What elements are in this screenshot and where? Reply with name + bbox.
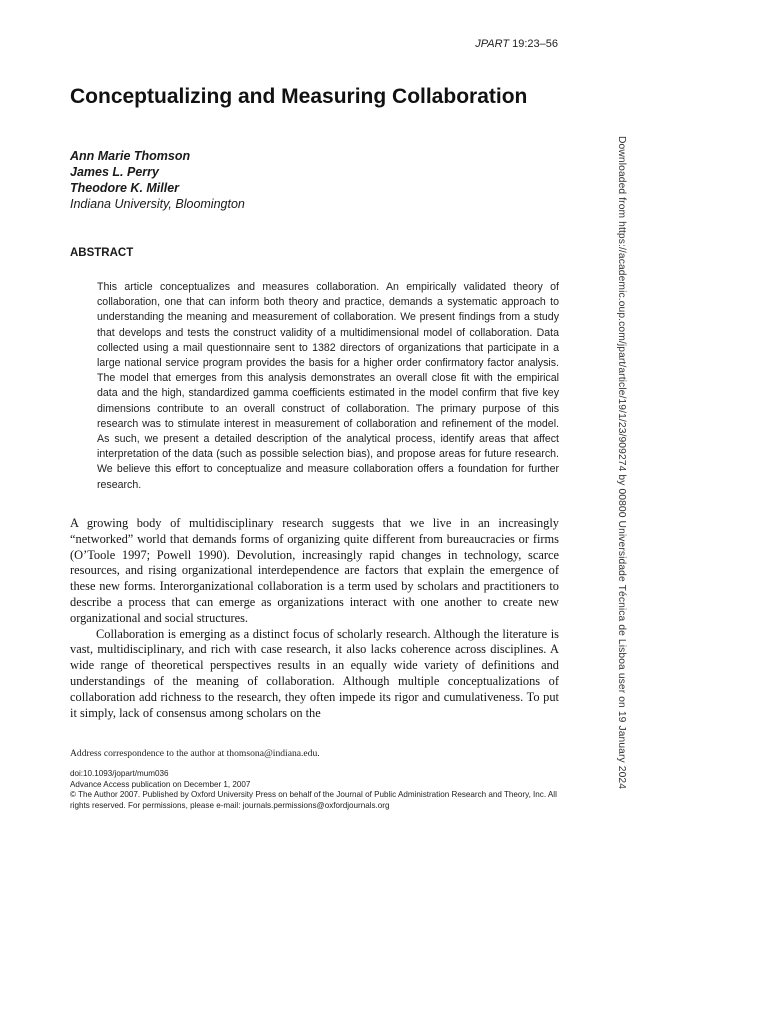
journal-name: JPART — [475, 38, 510, 50]
running-head — [475, 38, 558, 50]
doi: doi:10.1093/jopart/mum036 — [70, 769, 169, 778]
body-paragraph: A growing body of multidisciplinary research suggests that we live in an increasingly “networked” world that demands forms of organizing quite different from bureaucracies or firms (O’Toole 1997; Powell 1990). Devolution, increasingly rapid changes in technology, scarce resources, and rising organizational interdependence are factors that explain the emergence of these new forms. Interorganizational collaboration is a term used by scholars and practitioners to describe a process that can emerge as organizations interact with one another to create new organizational and social structures. — [70, 516, 559, 625]
body-paragraph: Collaboration is emerging as a distinct focus of scholarly research. Although the literature is vast, multidisciplinary, and rich with case research, it also lacks coherence across disciplines. A wide range of theoretical perspectives results in an equally wide variety of definitions and understandings of the meaning of collaboration. Although multiple conceptualizations of collaboration add richness to the research, they often impede its rigor and cumulativeness. To put it simply, lack of consensus among scholars on the — [70, 626, 559, 720]
author-block — [70, 148, 245, 212]
publication-info — [70, 769, 560, 811]
correspondence-note: Address correspondence to the author at thomsona@indiana.edu. — [70, 748, 320, 759]
author-name: Theodore K. Miller — [70, 181, 180, 195]
article-body — [70, 516, 559, 721]
journal-pages: 19:23–56 — [509, 38, 558, 50]
advance-access-note: Advance Access publication on December 1, 2007 — [70, 779, 251, 789]
article-title: Conceptualizing and Measuring Collaboration — [70, 85, 528, 108]
author-name: James L. Perry — [70, 165, 159, 179]
abstract-text: This article conceptualizes and measures collaboration. An empirically validated theory of collaboration, one that can inform both theory and practice, demands a systematic approach to understanding the meaning and measurement of collaboration. We present findings from a study that develops and tests the construct validity of a multidimensional model of collaboration. Data collected using a mail questionnaire sent to 1382 directors of organizations that participate in a large national service program provides the basis for a higher order confirmatory factor analysis. The model that emerges from this analysis demonstrates an overall close fit with the empirical data and the high, standardized gamma coefficients estimated in the model confirm that five key dimensions contribute to an overall construct of collaboration. The primary purpose of this research was to stimulate interest in measurement of collaboration and refinement of the model. As such, we present a detailed description of the analytical process, identify areas that affect interpretation of the data (such as possible selection bias), and propose areas for future research. We believe this effort to conceptualize and measure collaboration offers a foundation for further research. — [97, 281, 559, 491]
abstract-heading: ABSTRACT — [70, 247, 134, 259]
author-affiliation: Indiana University, Bloomington — [70, 197, 245, 211]
copyright-note: © The Author 2007. Published by Oxford University Press on behalf of the Journal of Public Administration Research and Theory, Inc. All rights reserved. For permissions, please e-mail: journals.permissions@oxfordjournals.org — [70, 790, 557, 810]
download-stamp: Downloaded from https://academic.oup.com/jpart/article/19/1/23/909274 by 00800 Universidade Técnica de Lisboa user on 19 January 2024 — [616, 136, 627, 790]
author-name: Ann Marie Thomson — [70, 149, 191, 163]
